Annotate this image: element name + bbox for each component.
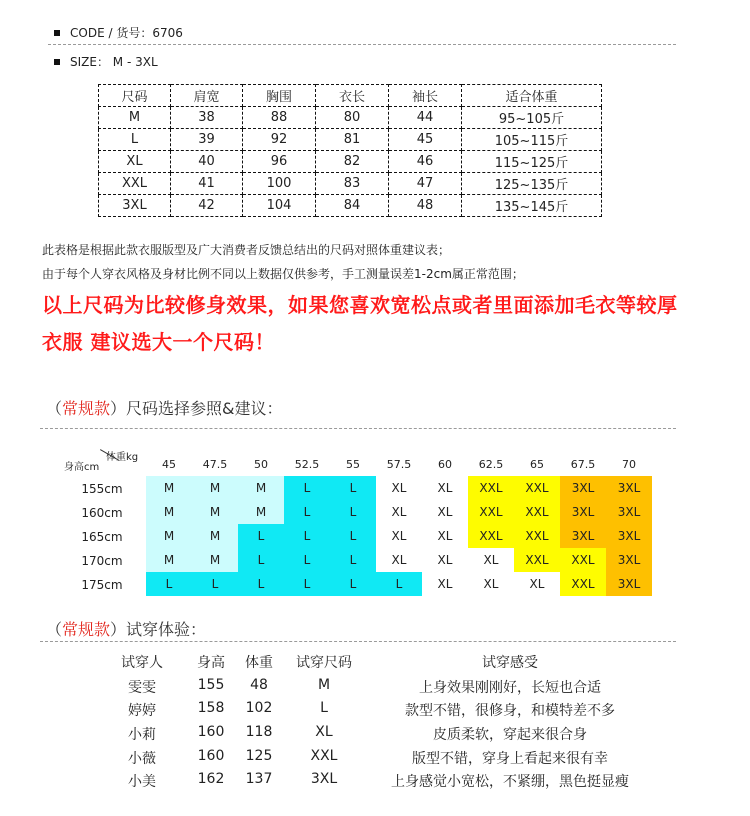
header-cell: 肩宽 <box>171 85 243 107</box>
table-cell: 100 <box>243 173 316 195</box>
size-grid-cell: 3XL <box>606 524 652 548</box>
trial-height: 158 <box>197 700 225 716</box>
size-grid-cell: XL <box>422 572 468 596</box>
header-cell: 适合体重 <box>462 85 602 107</box>
size-grid-cell: XL <box>514 572 560 596</box>
size-grid-cell: XXL <box>468 476 514 500</box>
weight-label: 47.5 <box>202 458 228 471</box>
section-title-text: 试穿体验： <box>126 620 207 639</box>
table-cell: XL <box>99 151 171 173</box>
height-label: 160cm <box>81 506 123 520</box>
size-grid-cell: L <box>330 524 376 548</box>
size-grid-cell: L <box>238 572 284 596</box>
table-cell: 92 <box>243 129 316 151</box>
size-grid-cell: 3XL <box>560 500 606 524</box>
trial-size: L <box>320 700 328 716</box>
trial-weight: 48 <box>250 677 268 693</box>
trial-header-cell: 体重 <box>245 655 273 671</box>
height-label: 175cm <box>81 578 123 592</box>
table-row <box>99 195 602 217</box>
weight-label: 45 <box>162 458 176 471</box>
table-cell: XXL <box>99 173 171 195</box>
size-grid-cell: XXL <box>468 524 514 548</box>
size-grid-cell: M <box>192 524 238 548</box>
trial-name: 小薇 <box>128 751 156 767</box>
size-grid-cell: M <box>192 500 238 524</box>
trial-size: 3XL <box>310 771 338 787</box>
height-axis-label: 身高cm <box>64 462 100 473</box>
weight-label: 60 <box>438 458 452 471</box>
size-grid-cell: L <box>376 572 422 596</box>
size-grid-cell: M <box>192 476 238 500</box>
table-cell: 80 <box>316 107 389 129</box>
size-grid-cell: L <box>284 500 330 524</box>
fit-warning-line-2: 衣服 建议选大一个尺码！ <box>42 330 275 354</box>
section-title-trial <box>46 617 206 640</box>
size-range-text: SIZE： M - 3XL <box>70 55 158 69</box>
table-cell: 39 <box>171 129 243 151</box>
trial-size: M <box>317 677 331 693</box>
size-grid-cell: L <box>238 548 284 572</box>
size-grid-cell: XL <box>422 524 468 548</box>
trial-header-cell: 试穿尺码 <box>296 655 352 671</box>
trial-height: 155 <box>197 677 225 693</box>
section-divider <box>40 641 676 642</box>
table-cell: 38 <box>171 107 243 129</box>
size-table <box>98 84 602 217</box>
table-row <box>99 173 602 195</box>
table-cell: L <box>99 129 171 151</box>
trial-header-cell: 试穿人 <box>121 655 163 671</box>
table-row <box>99 107 602 129</box>
height-label: 165cm <box>81 530 123 544</box>
trial-height: 160 <box>197 748 225 764</box>
note-line-2: 由于每个人穿衣风格及身材比例不同以上数据仅供参考，手工测量误差1-2cm属正常范围； <box>42 267 524 281</box>
section-tag: 常规款 <box>62 399 111 418</box>
table-cell: 96 <box>243 151 316 173</box>
size-grid-cell: M <box>146 476 192 500</box>
trial-feedback: 款型不错，很修身，和模特差不多 <box>405 703 615 719</box>
table-cell: 84 <box>316 195 389 217</box>
trial-header-cell: 身高 <box>197 655 225 671</box>
product-code <box>54 24 183 41</box>
size-grid-cell: 3XL <box>606 572 652 596</box>
size-grid-cell: L <box>330 548 376 572</box>
table-cell: 47 <box>389 173 462 195</box>
size-grid-cell: XXL <box>468 500 514 524</box>
table-cell: 82 <box>316 151 389 173</box>
trial-name: 小美 <box>128 774 156 790</box>
size-grid-cell: XL <box>422 548 468 572</box>
size-grid-cell: M <box>146 548 192 572</box>
size-grid-cell: XXL <box>514 548 560 572</box>
size-grid-cell: 3XL <box>606 500 652 524</box>
table-row <box>99 129 602 151</box>
trial-name: 婷婷 <box>128 703 156 719</box>
table-cell: 95~105斤 <box>462 107 602 129</box>
table-cell: 83 <box>316 173 389 195</box>
size-grid-cell: L <box>330 500 376 524</box>
header-cell: 尺码 <box>99 85 171 107</box>
divider <box>48 44 676 45</box>
size-grid-cell: XL <box>422 476 468 500</box>
size-grid-cell: XL <box>468 572 514 596</box>
section-title-text: 尺码选择参照&建议： <box>126 399 283 418</box>
section-title-size-guide <box>46 396 283 419</box>
trial-feedback: 皮质柔软，穿起来很合身 <box>433 727 587 743</box>
header-cell: 胸围 <box>243 85 316 107</box>
size-grid-cell: L <box>284 476 330 500</box>
table-cell: 3XL <box>99 195 171 217</box>
trial-height: 162 <box>197 771 225 787</box>
trial-name: 雯雯 <box>128 680 156 696</box>
size-grid-cell: XXL <box>560 548 606 572</box>
table-row <box>99 151 602 173</box>
size-grid-cell: XL <box>376 476 422 500</box>
trial-size: XL <box>315 724 333 740</box>
weight-label: 57.5 <box>386 458 412 471</box>
table-cell: 44 <box>389 107 462 129</box>
trial-feedback: 上身感觉小宽松，不紧绷，黑色挺显瘦 <box>391 774 629 790</box>
table-cell: 40 <box>171 151 243 173</box>
height-label: 170cm <box>81 554 123 568</box>
paren-open: （ <box>46 399 63 418</box>
size-range <box>54 53 158 70</box>
size-grid-cell: L <box>284 572 330 596</box>
bullet-icon <box>54 59 60 65</box>
table-cell: 115~125斤 <box>462 151 602 173</box>
height-label: 155cm <box>81 482 123 496</box>
table-cell: 41 <box>171 173 243 195</box>
size-grid-cell: M <box>238 476 284 500</box>
bullet-icon <box>54 30 60 36</box>
table-cell: 104 <box>243 195 316 217</box>
size-grid-cell: M <box>146 524 192 548</box>
trial-weight: 102 <box>245 700 273 716</box>
table-cell: 125~135斤 <box>462 173 602 195</box>
size-grid-cell: L <box>192 572 238 596</box>
size-grid-cell: 3XL <box>606 476 652 500</box>
size-grid-cell: L <box>284 524 330 548</box>
table-cell: 135~145斤 <box>462 195 602 217</box>
table-cell: M <box>99 107 171 129</box>
note-line-1: 此表格是根据此款衣服版型及广大消费者反馈总结出的尺码对照体重建议表； <box>42 243 451 257</box>
trial-weight: 137 <box>245 771 273 787</box>
size-grid-cell: L <box>330 476 376 500</box>
trial-size: XXL <box>310 748 338 764</box>
size-grid-cell: M <box>238 500 284 524</box>
size-grid-cell: L <box>330 572 376 596</box>
section-divider <box>40 428 676 429</box>
size-grid-cell: XXL <box>514 476 560 500</box>
size-grid-cell: L <box>146 572 192 596</box>
size-grid-cell: XXL <box>514 524 560 548</box>
size-grid-cell: 3XL <box>560 524 606 548</box>
weight-axis-label: 体重kg <box>106 452 139 463</box>
header-cell: 衣长 <box>316 85 389 107</box>
size-grid-cell: M <box>146 500 192 524</box>
paren-close: ） <box>110 620 127 639</box>
weight-label: 67.5 <box>570 458 596 471</box>
paren-open: （ <box>46 620 63 639</box>
weight-label: 50 <box>254 458 268 471</box>
size-grid-cell: 3XL <box>560 476 606 500</box>
weight-label: 65 <box>530 458 544 471</box>
table-cell: 46 <box>389 151 462 173</box>
size-grid-cell: XXL <box>514 500 560 524</box>
header-cell: 袖长 <box>389 85 462 107</box>
trial-name: 小莉 <box>128 727 156 743</box>
size-grid-cell: XL <box>376 500 422 524</box>
size-grid-cell: XXL <box>560 572 606 596</box>
table-cell: 88 <box>243 107 316 129</box>
table-cell: 42 <box>171 195 243 217</box>
size-table-header <box>99 85 602 107</box>
size-grid-cell: XL <box>376 524 422 548</box>
trial-weight: 118 <box>245 724 273 740</box>
product-code-text: CODE / 货号：6706 <box>70 26 183 40</box>
size-grid-cell: L <box>284 548 330 572</box>
section-tag: 常规款 <box>62 620 111 639</box>
weight-label: 55 <box>346 458 360 471</box>
table-cell: 81 <box>316 129 389 151</box>
size-grid-cell: 3XL <box>606 548 652 572</box>
size-grid-cell: L <box>238 524 284 548</box>
trial-weight: 125 <box>245 748 273 764</box>
weight-label: 70 <box>622 458 636 471</box>
size-grid-cell: XL <box>468 548 514 572</box>
table-cell: 105~115斤 <box>462 129 602 151</box>
table-cell: 45 <box>389 129 462 151</box>
fit-warning-line-1: 以上尺码为比较修身效果，如果您喜欢宽松点或者里面添加毛衣等较厚 <box>42 293 678 317</box>
trial-feedback: 版型不错，穿身上看起来很有幸 <box>412 751 608 767</box>
size-grid-cell: XL <box>376 548 422 572</box>
trial-height: 160 <box>197 724 225 740</box>
trial-feedback: 上身效果刚刚好，长短也合适 <box>419 680 601 696</box>
weight-label: 52.5 <box>294 458 320 471</box>
weight-label: 62.5 <box>478 458 504 471</box>
size-grid-cell: XL <box>422 500 468 524</box>
paren-close: ） <box>110 399 127 418</box>
trial-header-cell: 试穿感受 <box>482 655 538 671</box>
table-cell: 48 <box>389 195 462 217</box>
size-grid-cell: M <box>192 548 238 572</box>
